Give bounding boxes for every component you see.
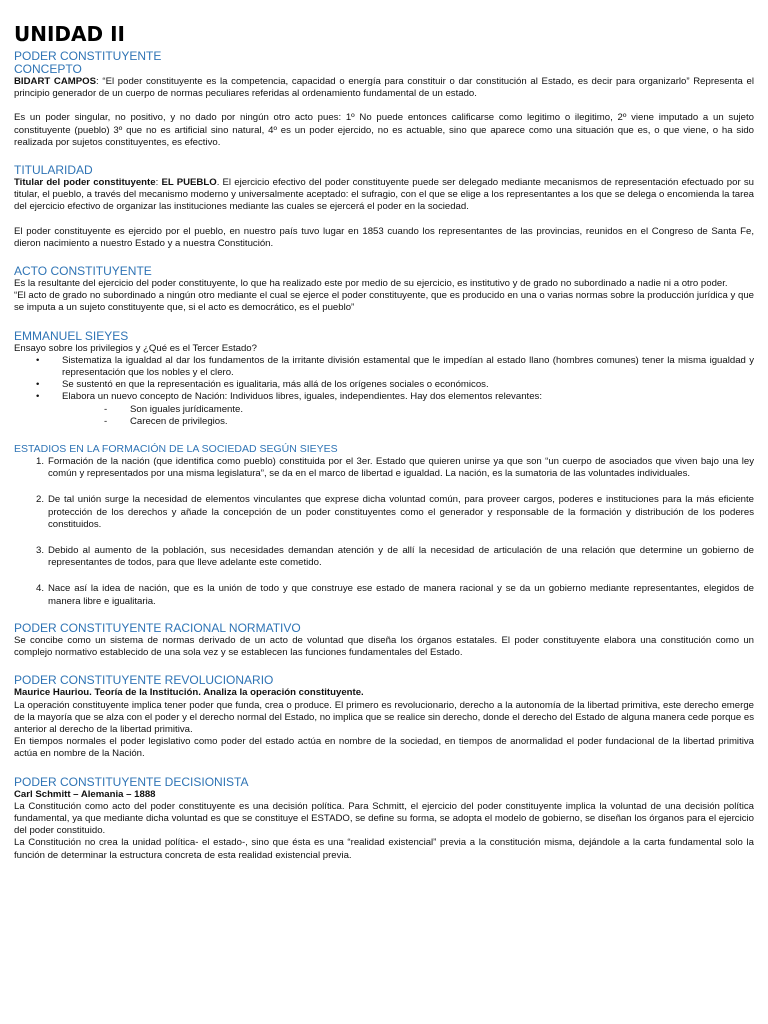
paragraph: Ensayo sobre los privilegios y ¿Qué es el Tercer Estado?: [14, 342, 257, 354]
subheading-concepto: CONCEPTO: [14, 62, 82, 76]
item-number: 4.: [36, 583, 45, 595]
bullet-mark: •: [36, 379, 40, 391]
bullet-mark: •: [36, 391, 40, 403]
paragraph: “El acto de grado no subordinado a ningún otro mediante el cual se ejerce el poder constituyente, que es producido en una o varias normas sobre la producción jurídica y que se imputa a un sujeto constituyente que, si el acto es democrático, es el pueblo”: [14, 290, 754, 314]
bold-text: EL PUEBLO: [161, 177, 217, 189]
dash-mark: -: [104, 415, 108, 427]
bullet-item: [14, 391, 754, 403]
paragraph: [14, 76, 754, 100]
dash-text: Son iguales jurídicamente.: [130, 403, 244, 415]
paragraph: La Constitución como acto del poder constituyente es una decisión política. Para Schmitt, el ejercicio del poder constituyente implica la voluntad de una decisión política fundamental, ya que mediante dicha voluntad es que se constituye el ESTADO, se define su forma, se adopta el modelo de gobierno, se diseñan los órganos para el ejercicio del poder constituido.: [14, 800, 754, 837]
bullet-text: Sistematiza la igualdad al dar los fundamentos de la irritante división estamental que le impedían al estado llano (hombres comunes) tener la misma igualdad y representación que los nobles y el clero.: [62, 354, 754, 379]
paragraph: [14, 177, 754, 214]
heading-racional-normativo: PODER CONSTITUYENTE RACIONAL NORMATIVO: [14, 620, 301, 635]
item-number: 2.: [36, 494, 45, 506]
dash-text: Carecen de privilegios.: [130, 415, 228, 427]
heading-titularidad: TITULARIDAD: [14, 163, 93, 178]
numbered-item: [14, 494, 754, 531]
item-text: Nace así la idea de nación, que es la unión de todo y que construye ese estado de manera racional y se da un gobierno mediante representantes, elegidos de manera libre e igualitaria.: [48, 583, 754, 607]
heading-emmanuel-sieyes: EMMANUEL SIEYES: [14, 328, 129, 343]
paragraph: La operación constituyente implica tener poder que funda, crea o produce. El primero es revolucionario, derecho a la autonomía de la libertad primitiva, este derecho emerge de la mayoría que se alza con el poder y el derecho normal del Estado, no implica que se realice sin derecho, donde el derecho del Estado de alguna manera cede porque es anterior al derecho de la libertad primitiva.: [14, 699, 754, 735]
numbered-item: [14, 545, 754, 569]
paragraph: El poder constituyente es ejercido por el pueblo, en nuestro país tuvo lugar en 1853 cuando los representantes de las provincias, reunidos en el Congreso de Santa Fe, dieron nacimiento a nuestro Estado y a nuestra Constitución.: [14, 225, 754, 249]
numbered-item: [14, 456, 754, 480]
section-emmanuel-sieyes: [14, 330, 754, 428]
heading-estadios: ESTADIOS EN LA FORMACIÓN DE LA SOCIEDAD SEGÚN SIEYES: [14, 443, 338, 456]
bullet-mark: •: [36, 354, 40, 366]
section-poder-constituyente: [14, 50, 754, 149]
item-text: Debido al aumento de la población, sus necesidades demandan atención y de allí la necesidad de articulación de una relación que determine un gobierno de representantes de todos, para que lleve adelante este cometido.: [48, 545, 754, 569]
numbered-item: [14, 583, 754, 607]
heading-decisionista: PODER CONSTITUYENTE DECISIONISTA: [14, 774, 249, 789]
item-text: Formación de la nación (que identifica como pueblo) constituida por el 3er. Estado que quieren unirse ya que son “un cuerpo de asociados que viven bajo una ley común y representados por una misma legislatura”, se da en el marco de libertad e igualdad. La nación, es la sumatoria de las voluntades individuales.: [48, 456, 754, 480]
paragraph: Se concibe como un sistema de normas derivado de un acto de voluntad que diseña los órganos estatales. El poder constituyente elabora una constitución como un complejo normativo establecido de una sola vez y se establecen las funciones fundamentales del Estado.: [14, 634, 754, 659]
bullet-item: [14, 355, 754, 379]
page-title: UNIDAD II: [14, 22, 125, 46]
bullet-text: Se sustentó en que la representación es igualitaria, más allá de los orígenes sociales o económicos.: [62, 379, 489, 391]
author-bold: BIDART CAMPOS: [14, 76, 97, 87]
section-racional-normativo: [14, 622, 754, 659]
item-number: 3.: [36, 545, 45, 557]
paragraph: En tiempos normales el poder legislativo como poder del estado actúa en nombre de la sociedad, en tiempos de anormalidad el poder fundacional de la libertad primitiva actúa en nombre de la Nación.: [14, 736, 754, 760]
item-text: De tal unión surge la necesidad de elementos vinculantes que exprese dicha voluntad común, para proveer cargos, poderes e instituciones para la más eficiente protección de los derechos y añade la concepción de un poder constituyentes como el generador y responsable de la formación y distribución de los poderes constituidos.: [48, 494, 754, 530]
dash-item: [14, 416, 754, 428]
paragraph-text: : “El poder constituyente es la competencia, capacidad o energía para constituir o dar constitución al Estado, es decir para organizarlo” Representa el principio generador de un cuerpo de normas peculiares referidas al ordenamiento fundamental de un estado.: [14, 76, 754, 100]
heading-acto-constituyente: ACTO CONSTITUYENTE: [14, 264, 152, 279]
heading-poder-constituyente: PODER CONSTITUYENTE: [14, 49, 162, 63]
dash-item: [14, 404, 754, 416]
heading-revolucionario: PODER CONSTITUYENTE REVOLUCIONARIO: [14, 673, 274, 688]
item-number: 1.: [36, 456, 45, 468]
dash-mark: -: [104, 403, 108, 415]
section-titularidad: [14, 164, 754, 250]
paragraph: La Constitución no crea la unidad política- el estado-, sino que ésta es una “realidad existencial” previa a la constitución misma, dejándole a la carta fundamental solo la función de determinar la estructura concreta de esta realidad existencial previa.: [14, 837, 754, 861]
bullet-text: Elabora un nuevo concepto de Nación: Individuos libres, iguales, independientes. Hay dos elementos relevantes:: [62, 391, 542, 403]
paragraph-text: . El ejercicio efectivo del poder constituyente puede ser delegado mediante mecanismos de representación efectuado por su titular, el pueblo, a través del mecanismo moderno y universalmente aceptado: el sufragio, con el que se elige a los representantes a los que se delega o encomienda la tarea del ejercicio efectivo de organizar las instituciones mediante las cuales se ejercerá el poder en la sociedad.: [14, 177, 754, 213]
bold-line: [14, 687, 754, 699]
bullet-item: [14, 379, 754, 391]
paragraph: Es un poder singular, no positivo, y no dado por ningún otro acto pues: 1º No puede entonces calificarse como legitimo o ilegitimo, 2º viene imputado a un sujeto constituyente (pueblo) 3º que no es artificial sino natural, 4º es un poder ejercido, no es actuable, sino que aparece como una situación que es, o que viene, o ha sido realizada por sujetos constituyentes, es efectivo.: [14, 112, 754, 148]
section-revolucionario: [14, 674, 754, 760]
paragraph: Es la resultante del ejercicio del poder constituyente, lo que ha realizado este por medio de su ejercicio, es institutivo y de grado no subordinado a nadie ni a otro poder.: [14, 278, 728, 290]
bold-text: Titular del poder constituyente: [14, 177, 156, 189]
bold-line: [14, 789, 754, 801]
section-acto-constituyente: [14, 265, 754, 315]
section-decisionista: [14, 776, 754, 862]
separator-text: :: [155, 177, 162, 189]
bold-text: Carl Schmitt – Alemania – 1888: [14, 788, 156, 800]
bold-text: Maurice Hauriou. Teoría de la Institución. Analiza la operación constituyente.: [14, 687, 364, 699]
section-estadios: [14, 443, 754, 608]
